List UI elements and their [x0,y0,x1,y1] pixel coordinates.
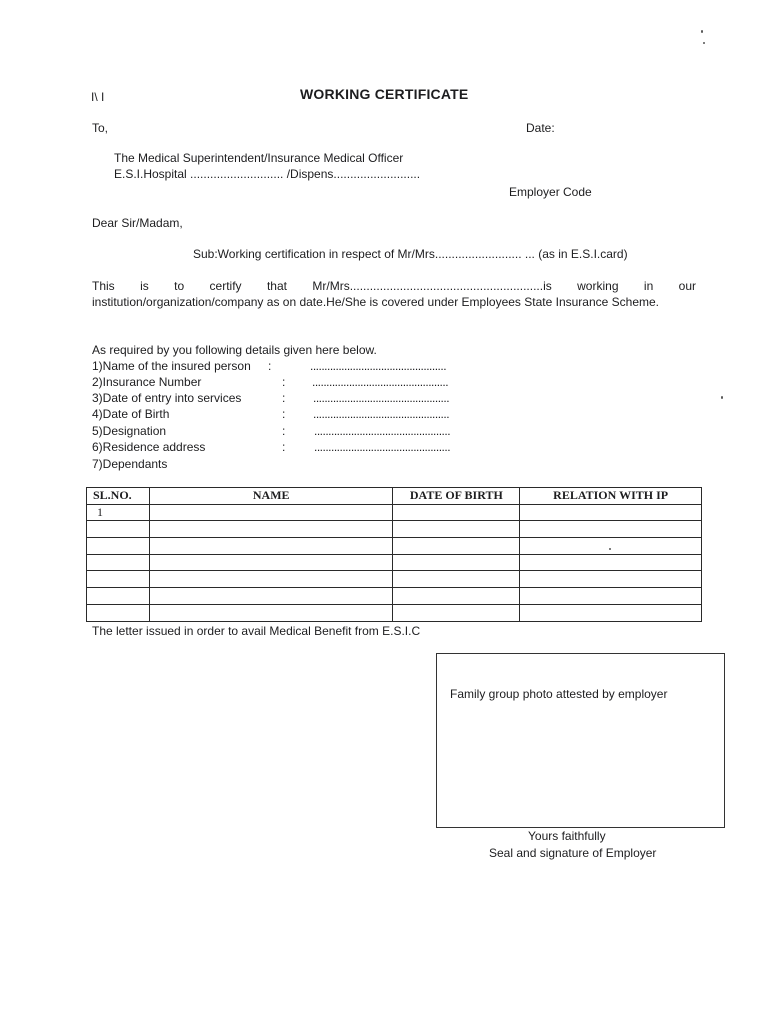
detail-label: 2)Insurance Number [92,375,202,389]
table-cell [393,538,520,555]
detail-fill-line: ................................................ [310,359,447,373]
page-mark: I\ I [91,90,105,104]
table-row [87,521,702,538]
header-sl-no: SL.NO. [87,488,150,505]
detail-label: 6)Residence address [92,440,206,454]
employer-code-label: Employer Code [509,185,592,199]
detail-colon: : [268,359,272,373]
table-cell [520,588,702,605]
table-cell [520,571,702,588]
to-label: To, [92,121,109,135]
header-name: NAME [149,488,392,505]
table-row [87,554,702,571]
scan-speck [701,30,703,33]
table-header-row [87,488,702,505]
table-row [87,571,702,588]
scan-speck [721,396,723,399]
table-cell [87,554,150,571]
subject-line: Sub:Working certification in respect of Mr/Mrs.......................... ... (as in E.S.I.card) [193,247,628,261]
table-cell [87,538,150,555]
body-paragraph-line-1: This is to certify that Mr/Mrs..........................................................is working in our [92,279,696,293]
yours-faithfully: Yours faithfully [528,829,606,843]
table-cell [520,604,702,621]
detail-colon: : [282,407,286,421]
table-cell [393,571,520,588]
table-cell [149,554,392,571]
scan-speck [609,548,611,550]
table-row [87,604,702,621]
table-cell [520,504,702,521]
addressee-line-1: The Medical Superintendent/Insurance Medical Officer [114,151,404,165]
dependants-table [86,487,702,622]
date-label: Date: [526,121,555,135]
detail-label: 3)Date of entry into services [92,391,242,405]
table-cell [149,538,392,555]
detail-label: 7)Dependants [92,457,168,471]
detail-fill-line: ................................................ [313,407,450,421]
detail-colon: : [282,391,286,405]
footer-note: The letter issued in order to avail Medical Benefit from E.S.I.C [92,624,421,638]
detail-fill-line: ................................................ [312,375,449,389]
seal-and-signature: Seal and signature of Employer [489,846,657,860]
table-cell [149,604,392,621]
table-cell [393,504,520,521]
table-cell [87,604,150,621]
table-cell [149,504,392,521]
table-cell [87,521,150,538]
table-cell [87,571,150,588]
table-cell: 1 [87,504,150,521]
detail-label: 1)Name of the insured person [92,359,251,373]
scan-speck [703,42,705,44]
table-cell [393,604,520,621]
detail-fill-line: ................................................ [314,424,451,438]
table-row [87,538,702,555]
detail-fill-line: ................................................ [313,391,450,405]
detail-colon: : [282,440,286,454]
detail-label: 5)Designation [92,424,167,438]
header-relation-with-ip: RELATION WITH IP [520,488,702,505]
photo-caption: Family group photo attested by employer [450,687,668,701]
table-cell [520,521,702,538]
table-cell [149,588,392,605]
table-cell [87,588,150,605]
detail-fill-line: ................................................ [314,440,451,454]
details-intro: As required by you following details given here below. [92,343,377,357]
header-date-of-birth: DATE OF BIRTH [393,488,520,505]
detail-colon: : [282,424,286,438]
table-cell [393,521,520,538]
table-cell [520,538,702,555]
table-row [87,588,702,605]
body-paragraph-continued: institution/organization/company as on date.He/She is covered under Employees State Insurance Scheme. [92,295,659,309]
salutation: Dear Sir/Madam, [92,216,183,230]
detail-label: 4)Date of Birth [92,407,170,421]
family-photo-box [436,653,725,828]
page-title: WORKING CERTIFICATE [300,86,469,102]
table-cell [393,588,520,605]
table-cell [520,554,702,571]
detail-colon: : [282,375,286,389]
table-row [87,504,702,521]
table-cell [149,521,392,538]
table-cell [393,554,520,571]
addressee-line-2: E.S.I.Hospital ............................ /Dispens.......................... [114,167,421,181]
table-cell [149,571,392,588]
